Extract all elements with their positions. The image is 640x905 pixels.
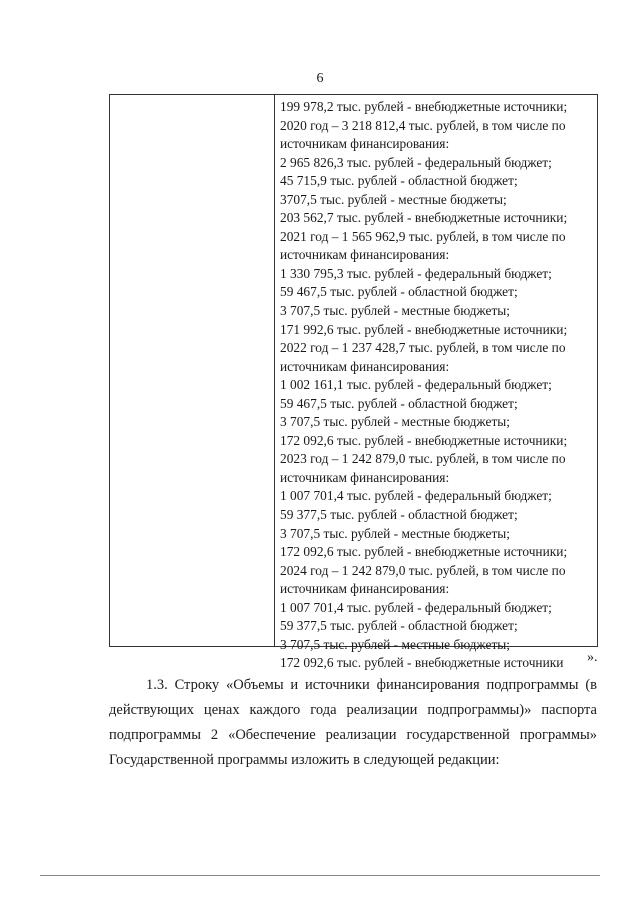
table-line: источникам финансирования: [280, 469, 450, 485]
table-line: 2022 год – 1 237 428,7 тыс. рублей, в том числе по [280, 340, 566, 356]
table-line: 3707,5 тыс. рублей - местные бюджеты; [280, 191, 507, 207]
table-line: 1 007 701,4 тыс. рублей - федеральный бюджет; [280, 488, 552, 504]
table-line: 1 330 795,3 тыс. рублей - федеральный бюджет; [280, 265, 552, 281]
table-line: 59 467,5 тыс. рублей - областной бюджет; [280, 284, 518, 300]
table-line: 2 965 826,3 тыс. рублей - федеральный бюджет; [280, 154, 552, 170]
table-column-divider [274, 94, 275, 647]
paragraph-line: Государственной программы изложить в следующей редакции: [109, 752, 500, 768]
table-line: 1 002 161,1 тыс. рублей - федеральный бюджет; [280, 377, 552, 393]
paragraph-line: 1.3. Строку «Объемы и источники финансирования подпрограммы (в [146, 677, 597, 693]
table-line: 45 715,9 тыс. рублей - областной бюджет; [280, 173, 518, 189]
table-line: 199 978,2 тыс. рублей - внебюджетные источники; [280, 99, 568, 114]
table-line: 2023 год – 1 242 879,0 тыс. рублей, в том числе по [280, 451, 566, 467]
table-line: 3 707,5 тыс. рублей - местные бюджеты; [280, 414, 511, 430]
table-line: 2021 год – 1 565 962,9 тыс. рублей, в том числе по [280, 228, 566, 244]
table-line: 2024 год – 1 242 879,0 тыс. рублей, в том числе по [280, 562, 566, 578]
closing-quote: ». [587, 650, 598, 665]
table-line: 1 007 701,4 тыс. рублей - федеральный бюджет; [280, 599, 552, 615]
table-line: 203 562,7 тыс. рублей - внебюджетные источники; [280, 210, 568, 226]
table-line: 2020 год – 3 218 812,4 тыс. рублей, в том числе по [280, 117, 566, 133]
table-line: 172 092,6 тыс. рублей - внебюджетные источники; [280, 544, 568, 560]
table-line: 59 467,5 тыс. рублей - областной бюджет; [280, 395, 518, 411]
table-line: 59 377,5 тыс. рублей - областной бюджет; [280, 507, 518, 523]
table-line: 59 377,5 тыс. рублей - областной бюджет; [280, 618, 518, 634]
table-line: источникам финансирования: [280, 581, 450, 597]
paragraph-line: подпрограммы 2 «Обеспечение реализации государственной программы» [109, 727, 597, 743]
table-line: 3 707,5 тыс. рублей - местные бюджеты; [280, 636, 511, 652]
table-right-cell [280, 98, 596, 673]
table-line: источникам финансирования: [280, 136, 450, 152]
table-line: источникам финансирования: [280, 247, 450, 263]
table-line: 172 092,6 тыс. рублей - внебюджетные источники [280, 655, 564, 671]
table-line: 3 707,5 тыс. рублей - местные бюджеты; [280, 525, 511, 541]
table-line: 3 707,5 тыс. рублей - местные бюджеты; [280, 303, 511, 319]
table-line: источникам финансирования: [280, 358, 450, 374]
table-line: 171 992,6 тыс. рублей - внебюджетные источники; [280, 321, 568, 337]
table-line: 172 092,6 тыс. рублей - внебюджетные источники; [280, 432, 568, 448]
paragraph-line: действующих ценах каждого года реализации подпрограммы)» паспорта [109, 702, 597, 718]
page-number: 6 [316, 71, 324, 86]
footer-rule [40, 875, 600, 876]
